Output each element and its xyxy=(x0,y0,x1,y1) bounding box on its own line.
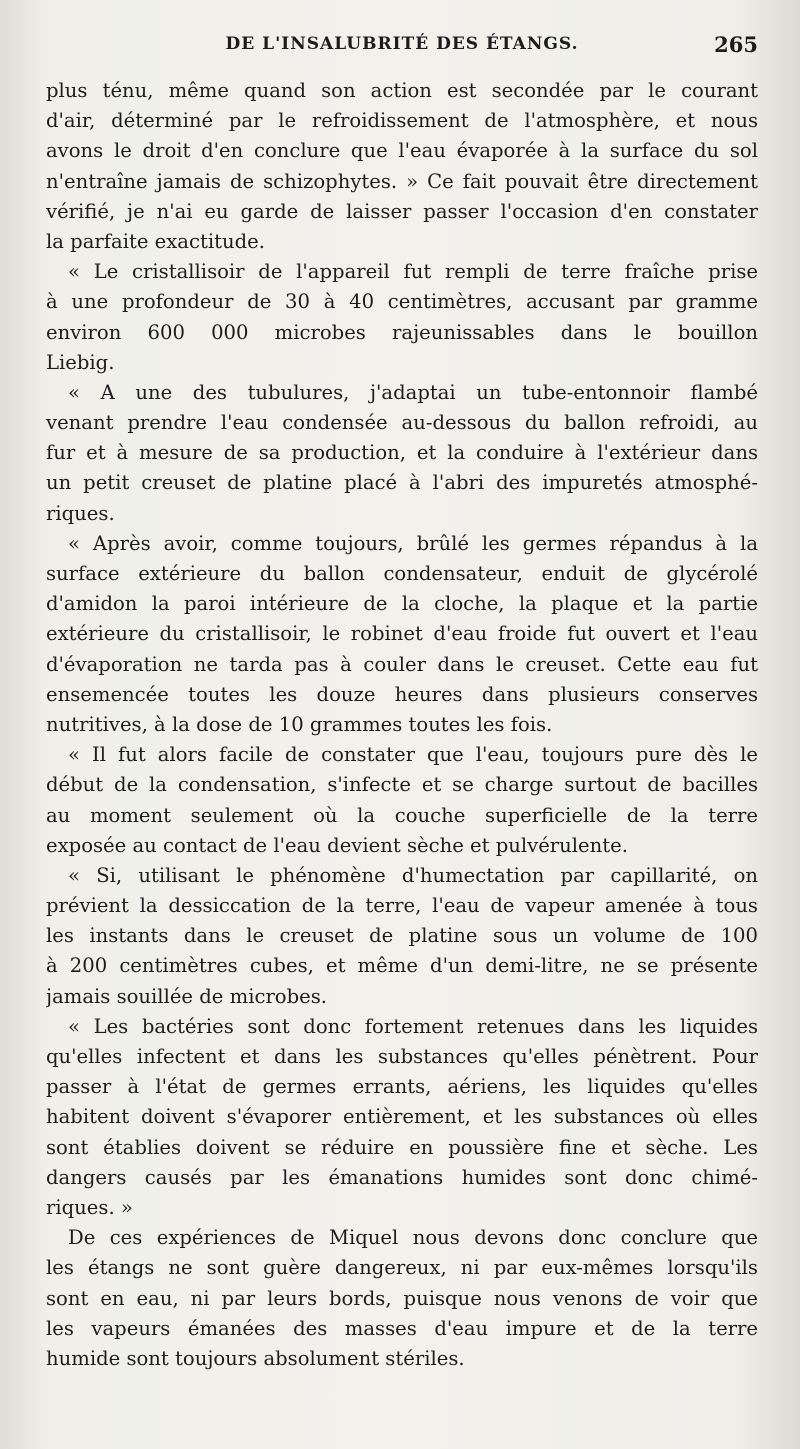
text-line: fur et à mesure de sa production, et la conduire à l'extérieur dans xyxy=(46,441,758,465)
text-line: « Le cristallisoir de l'appareil fut rempli de terre fraîche prise xyxy=(68,260,758,284)
text-line: à 200 centimètres cubes, et même d'un demi-litre, ne se présente xyxy=(46,954,758,978)
text-line: nutritives, à la dose de 10 grammes toutes les fois. xyxy=(46,712,553,736)
text-line: « Il fut alors facile de constater que l'eau, toujours pure dès le xyxy=(68,743,758,767)
text-line: habitent doivent s'évaporer entièrement, et les substances où elles xyxy=(46,1105,758,1129)
text-line: prévient la dessiccation de la terre, l'eau de vapeur amenée à tous xyxy=(46,894,758,918)
text-line: à une profondeur de 30 à 40 centimètres, accusant par gramme xyxy=(46,290,758,314)
text-line: « Après avoir, comme toujours, brûlé les germes répandus à la xyxy=(68,531,758,555)
text-line: « Si, utilisant le phénomène d'humectation par capillarité, on xyxy=(68,863,758,887)
text-line: les étangs ne sont guère dangereux, ni par eux-mêmes lorsqu'ils xyxy=(46,1256,758,1280)
text-line: d'évaporation ne tarda pas à couler dans le creuset. Cette eau fut xyxy=(46,652,758,676)
page-header xyxy=(46,34,758,62)
text-line: extérieure du cristallisoir, le robinet d'eau froide fut ouvert et l'eau xyxy=(46,622,758,646)
text-line: De ces expériences de Miquel nous devons donc conclure que xyxy=(68,1226,758,1250)
text-line: surface extérieure du ballon condensateur, enduit de glycérolé xyxy=(46,562,758,585)
text-line: les vapeurs émanées des masses d'eau impure et de la terre xyxy=(46,1316,758,1340)
text-line: la parfaite exactitude. xyxy=(46,229,265,253)
text-line: Liebig. xyxy=(46,350,115,374)
text-line: riques. xyxy=(46,501,115,525)
text-line: venant prendre l'eau condensée au-dessous du ballon refroidi, au xyxy=(46,411,758,435)
text-line: dangers causés par les émanations humides sont donc chimé- xyxy=(46,1165,758,1189)
running-title: DE L'INSALUBRITÉ DES ÉTANGS. xyxy=(225,34,579,54)
text-line: passer à l'état de germes errants, aériens, les liquides qu'elles xyxy=(46,1075,758,1099)
text-line: exposée au contact de l'eau devient sèche et pulvérulente. xyxy=(46,833,628,857)
text-line: jamais souillée de microbes. xyxy=(46,984,328,1008)
text-line: « A une des tubulures, j'adaptai un tube-entonnoir flambé xyxy=(68,380,758,404)
text-line: « Les bactéries sont donc fortement retenues dans les liquides xyxy=(68,1014,758,1038)
text-line: d'air, déterminé par le refroidissement de l'atmosphère, et nous xyxy=(46,109,758,133)
text-line: humide sont toujours absolument stériles. xyxy=(46,1346,465,1370)
text-line: ensemencée toutes les douze heures dans plusieurs conserves xyxy=(46,682,758,706)
text-line: début de la condensation, s'infecte et se charge surtout de bacilles xyxy=(46,773,758,797)
text-line: qu'elles infectent et dans les substances qu'elles pénètrent. Pour xyxy=(46,1045,758,1068)
text-line: d'amidon la paroi intérieure de la cloche, la plaque et la partie xyxy=(46,592,758,616)
text-line: environ 600 000 microbes rajeunissables dans le bouillon xyxy=(46,320,758,344)
text-line: vérifié, je n'ai eu garde de laisser passer l'occasion d'en constater xyxy=(46,199,758,223)
text-line: sont établies doivent se réduire en poussière fine et sèche. Les xyxy=(46,1135,758,1159)
text-line: au moment seulement où la couche superficielle de la terre xyxy=(46,803,758,827)
text-line: n'entraîne jamais de schizophytes. » Ce fait pouvait être directement xyxy=(46,169,758,193)
text-line: plus ténu, même quand son action est secondée par le courant xyxy=(46,79,758,102)
page-number: 265 xyxy=(714,32,758,57)
text-line: avons le droit d'en conclure que l'eau évaporée à la surface du sol xyxy=(46,139,758,163)
text-line: les instants dans le creuset de platine sous un volume de 100 xyxy=(46,924,758,948)
text-line: sont en eau, ni par leurs bords, puisque nous venons de voir que xyxy=(46,1286,758,1310)
text-line: riques. » xyxy=(46,1195,133,1219)
text-line: un petit creuset de platine placé à l'abri des impuretés atmosphé- xyxy=(46,471,758,495)
body-text xyxy=(46,76,758,1374)
